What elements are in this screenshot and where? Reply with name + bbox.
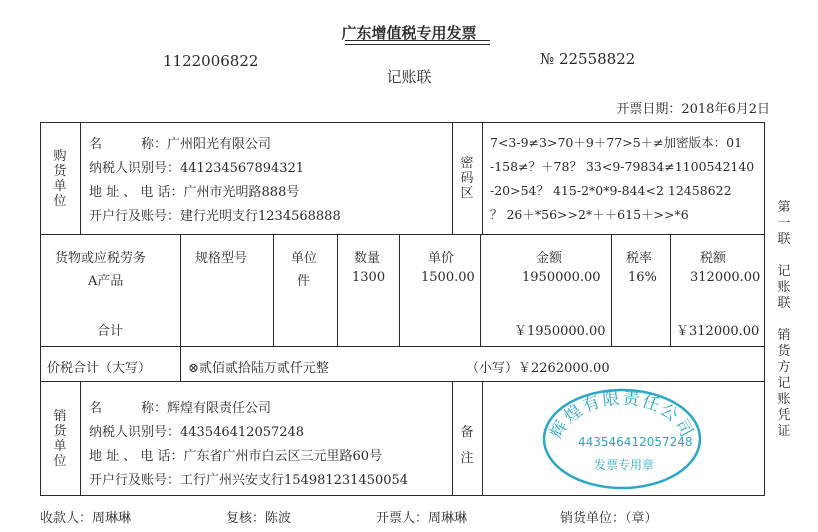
grid-vline-unit <box>337 234 338 346</box>
remarks-label: 备 注 <box>460 425 474 466</box>
cipher-area-label: 密 码 区 <box>460 156 474 201</box>
item-name: A产品 <box>88 274 124 289</box>
column-header-unit: 单位 <box>291 251 318 266</box>
grid-vline-remarks-left <box>452 381 453 496</box>
item-price: 1500.00 <box>421 270 475 285</box>
column-header-tax: 税额 <box>700 251 727 266</box>
copy-name: 记账联 <box>386 68 432 86</box>
copy-side-note: 第 一 联 记 账 联 销 货 方 记 账 凭 证 <box>777 200 791 439</box>
buyer-name: 广州阳光有限公司 <box>167 137 272 152</box>
grid-vline-cipher-left <box>452 122 453 234</box>
buyer-address-row: 地 址 、 电 话：广州市光明路888号 <box>89 185 300 200</box>
buyer-bank-row: 开户行及账号：建行光明支行1234568888 <box>89 209 341 224</box>
grid-vline-cipher-right <box>482 122 483 234</box>
footer-reviewer: 复核：陈波 <box>226 511 292 526</box>
title-underline <box>345 40 490 45</box>
column-header-price: 单价 <box>428 251 455 266</box>
stamp-company: 辉煌有限责任公司 <box>546 388 698 443</box>
item-rate: 16% <box>628 270 657 285</box>
items-total-amount: ￥1950000.00 <box>514 324 606 339</box>
column-header-amount: 金额 <box>536 251 563 266</box>
cipher-line: 7<3-9≠3>70＋9＋77>5＋≠加密版本：01 <box>490 135 743 150</box>
grand-total-upper: ⊗贰佰贰拾陆万贰仟元整 <box>188 361 329 376</box>
stamp-caption: 发票专用章 <box>594 458 655 472</box>
buyer-section-label: 购 货 单 位 <box>53 149 67 209</box>
seller-section-label: 销 货 单 位 <box>53 409 67 469</box>
column-header-name: 货物或应税劳务 <box>55 251 147 266</box>
cipher-line: ？ 26＋*56>>2*＋＋615＋>>*6 <box>490 207 689 222</box>
invoice-title: 广东增值税专用发票 <box>341 24 477 42</box>
column-header-qty: 数量 <box>354 251 381 266</box>
footer-seller-unit: 销货单位：（章） <box>560 511 658 526</box>
item-amount: 1950000.00 <box>522 270 601 285</box>
stamp-tax-id: 443546412057248 <box>578 435 693 449</box>
grand-total-lower-row: （小写）￥2262000.00 <box>466 361 610 376</box>
footer-payee: 收款人：周琳琳 <box>40 511 132 526</box>
grid-vline-qty <box>399 234 400 346</box>
seller-tax-id: 443546412057248 <box>180 425 305 440</box>
seller-name: 辉煌有限责任公司 <box>167 401 272 416</box>
grid-vline-amount <box>611 234 612 346</box>
invoice-code: 1122006822 <box>163 52 259 70</box>
grid-vline-price <box>480 234 481 346</box>
cipher-line: -20>54？ 415-2*0*9-844<2 12458622 <box>490 183 732 198</box>
grid-line-total-bottom <box>40 381 765 382</box>
items-total-label: 合计 <box>97 324 124 339</box>
grid-vline-buyer-label <box>80 122 81 234</box>
grid-line-buyer-bottom <box>40 234 765 235</box>
grid-vline-name <box>180 234 181 346</box>
column-header-rate: 税率 <box>626 251 653 266</box>
grid-vline-spec <box>273 234 274 346</box>
grid-line-items-bottom <box>40 346 765 347</box>
item-unit: 件 <box>297 274 311 289</box>
seller-address-row: 地 址 、 电 话：广东省广州市白云区三元里路60号 <box>89 449 383 464</box>
seller-tax-id-row: 纳税人识别号：443546412057248 <box>89 425 305 440</box>
footer-drawer: 开票人：周琳琳 <box>376 511 468 526</box>
grid-vline-seller-label <box>80 381 81 496</box>
seller-bank-row: 开户行及账号：工行广州兴安支行154981231450054 <box>89 473 409 488</box>
buyer-tax-id-row: 纳税人识别号：441234567894321 <box>89 161 305 176</box>
buyer-bank: 建行光明支行1234568888 <box>180 209 341 224</box>
buyer-name-row: 名 称：广州阳光有限公司 <box>89 137 272 152</box>
buyer-tax-id: 441234567894321 <box>180 161 305 176</box>
grand-total-label: 价税合计（大写） <box>47 361 152 376</box>
seller-name-row: 名 称：辉煌有限责任公司 <box>89 401 272 416</box>
invoice-number: № 22558822 <box>540 50 636 68</box>
grid-vline-rate <box>670 234 671 346</box>
grid-vline-total <box>180 346 181 381</box>
buyer-address: 广州市光明路888号 <box>183 185 300 200</box>
grid-vline-remarks-right <box>482 381 483 496</box>
item-qty: 1300 <box>352 270 386 285</box>
column-header-spec: 规格型号 <box>195 251 248 266</box>
items-total-tax: ￥312000.00 <box>676 324 760 339</box>
seller-address: 广东省广州市白云区三元里路60号 <box>183 449 383 464</box>
issue-date: 开票日期：2018年6月2日 <box>616 102 770 117</box>
cipher-line: -158≠？＋78？ 33<9-79834≠1100542140 <box>490 159 755 174</box>
item-tax: 312000.00 <box>690 270 761 285</box>
grand-total-lower: ￥2262000.00 <box>518 361 610 376</box>
seller-bank: 工行广州兴安支行154981231450054 <box>180 473 409 488</box>
